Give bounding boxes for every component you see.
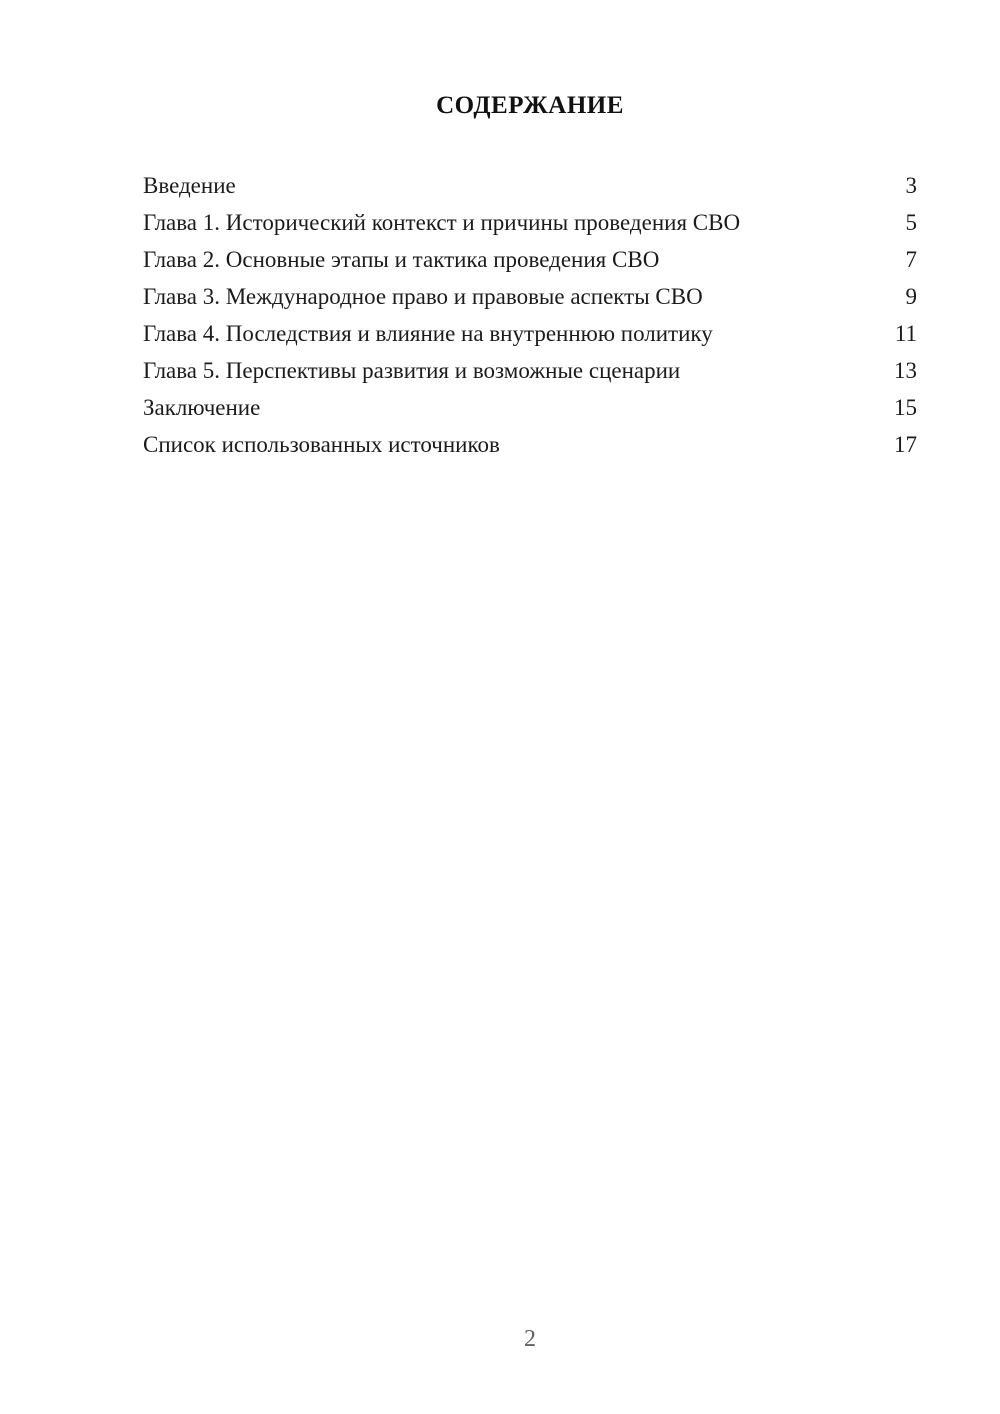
toc-entry-page-number: 17 — [894, 432, 917, 457]
toc-entry-page-number: 11 — [894, 321, 917, 346]
toc-entry — [143, 352, 917, 389]
toc-entry — [143, 241, 917, 278]
toc-entry-page-number: 7 — [905, 247, 917, 272]
page-title: СОДЕРЖАНИЕ — [436, 92, 624, 119]
toc-entry-page-number: 9 — [905, 284, 917, 309]
toc-entry-label: Глава 3. Международное право и правовые аспекты СВО — [143, 284, 703, 309]
page-number-footer: 2 — [524, 1326, 536, 1352]
table-of-contents — [143, 167, 917, 463]
toc-entry-page-number: 13 — [894, 358, 917, 383]
toc-entry-label: Глава 5. Перспективы развития и возможные сценарии — [143, 358, 681, 383]
toc-entry-label: Список использованных источников — [143, 432, 500, 457]
toc-entry-label: Глава 4. Последствия и влияние на внутреннюю политику — [143, 321, 713, 346]
toc-entry-label: Заключение — [143, 395, 261, 420]
toc-entry — [143, 426, 917, 463]
toc-entry-page-number: 3 — [905, 173, 917, 198]
toc-entry-label: Глава 1. Исторический контекст и причины проведения СВО — [143, 210, 741, 235]
toc-entry — [143, 278, 917, 315]
toc-entry — [143, 315, 917, 352]
toc-entry-page-number: 5 — [905, 210, 917, 235]
toc-entry-label: Введение — [143, 173, 236, 198]
toc-entry-label: Глава 2. Основные этапы и тактика проведения СВО — [143, 247, 660, 272]
toc-entry — [143, 204, 917, 241]
page-content — [143, 0, 917, 463]
toc-entry — [143, 167, 917, 204]
toc-entry-page-number: 15 — [894, 395, 917, 420]
toc-entry — [143, 389, 917, 426]
